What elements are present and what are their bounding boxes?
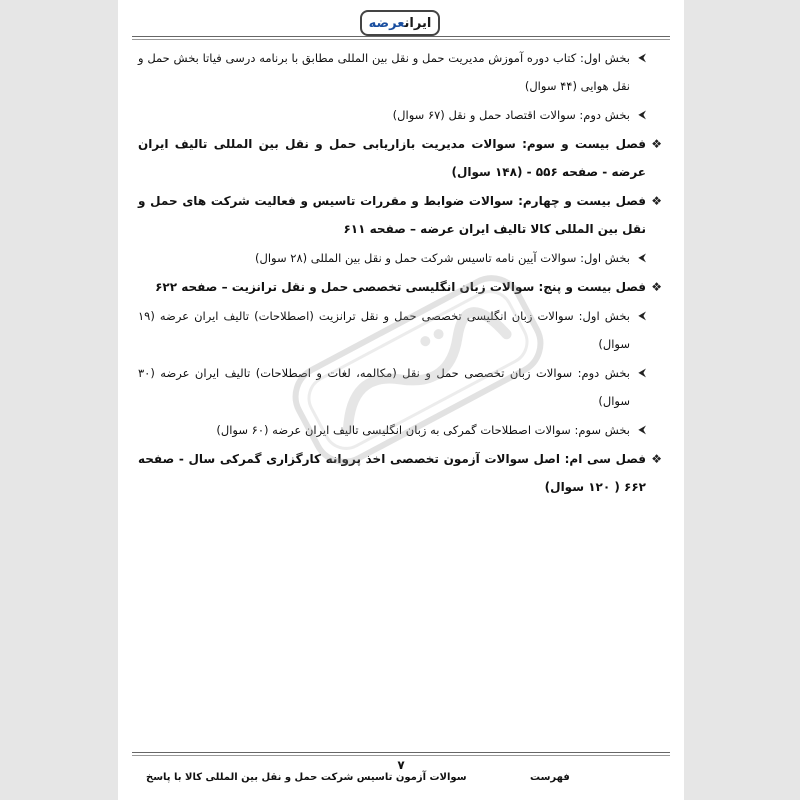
logo-text: ایرانعرضه xyxy=(368,15,432,31)
header-rule xyxy=(132,36,670,37)
footer-book-title: سوالات آزمون تاسیس شرکت حمل و نقل بین المللی کالا با پاسخ xyxy=(146,772,467,783)
diamond-bullet-icon: ❖ xyxy=(651,194,662,208)
arrow-bullet-icon: ⮜ xyxy=(638,251,646,264)
diamond-bullet-icon: ❖ xyxy=(651,452,662,466)
footer-rule xyxy=(132,752,670,753)
arrow-bullet-icon: ⮜ xyxy=(638,108,646,121)
page-number: ۷ xyxy=(397,758,405,772)
arrow-bullet-icon: ⮜ xyxy=(638,366,646,379)
arrow-bullet-icon: ⮜ xyxy=(638,51,646,64)
toc-section-item: ⮜ بخش اول: سوالات زبان انگلیسی تخصصی حمل و نقل ترانزیت (اصطلاحات) تالیف ایران عرضه (۱۹ سوال) xyxy=(138,302,664,358)
toc-chapter-item: ❖ فصل بیست و سوم: سوالات مدیریت بازاریابی حمل و نقل بین المللی تالیف ایران عرضه - صفحه ۵۵۶ - (۱۴۸ سوال) xyxy=(138,130,664,186)
brand-logo xyxy=(360,10,440,36)
toc-section-item: ⮜ بخش دوم: سوالات اقتصاد حمل و نقل (۶۷ سوال) xyxy=(138,101,664,129)
toc-section-item: ⮜ بخش اول: سوالات آیین نامه تاسیس شرکت حمل و نقل بین المللی (۲۸ سوال) xyxy=(138,244,664,272)
arrow-bullet-icon: ⮜ xyxy=(638,423,646,436)
diamond-bullet-icon: ❖ xyxy=(651,280,662,294)
footer-rule-thin xyxy=(132,755,670,756)
document-page xyxy=(118,0,684,800)
diamond-bullet-icon: ❖ xyxy=(651,137,662,151)
header-rule-thin xyxy=(132,39,670,40)
toc-chapter-item: ❖ فصل سی ام: اصل سوالات آزمون تخصصی اخذ پروانه کارگزاری گمرکی سال - صفحه ۶۶۲ ( ۱۲۰ سوال) xyxy=(138,445,664,501)
toc-section-item: ⮜ بخش سوم: سوالات اصطلاحات گمرکی به زبان انگلیسی تالیف ایران عرضه (۶۰ سوال) xyxy=(138,416,664,444)
toc-chapter-item: ❖ فصل بیست و چهارم: سوالات ضوابط و مقررات تاسیس و فعالیت شرکت های حمل و نقل بین المللی کالا تالیف ایران عرضه – صفحه ۶۱۱ xyxy=(138,187,664,243)
arrow-bullet-icon: ⮜ xyxy=(638,309,646,322)
toc-content xyxy=(138,44,664,502)
toc-section-item: ⮜ بخش دوم: سوالات زبان تخصصی حمل و نقل (مکالمه، لغات و اصطلاحات) تالیف ایران عرضه (۳۰ سوال) xyxy=(138,359,664,415)
toc-section-item: ⮜ بخش اول: کتاب دوره آموزش مدیریت حمل و نقل بین المللی مطابق با برنامه درسی فیاتا بخش حمل و نقل هوایی (۴۴ سوال) xyxy=(138,44,664,100)
footer-section-name: فهرست xyxy=(530,772,570,783)
toc-chapter-item: ❖ فصل بیست و پنج: سوالات زبان انگلیسی تخصصی حمل و نقل ترانزیت – صفحه ۶۲۲ xyxy=(138,273,664,301)
